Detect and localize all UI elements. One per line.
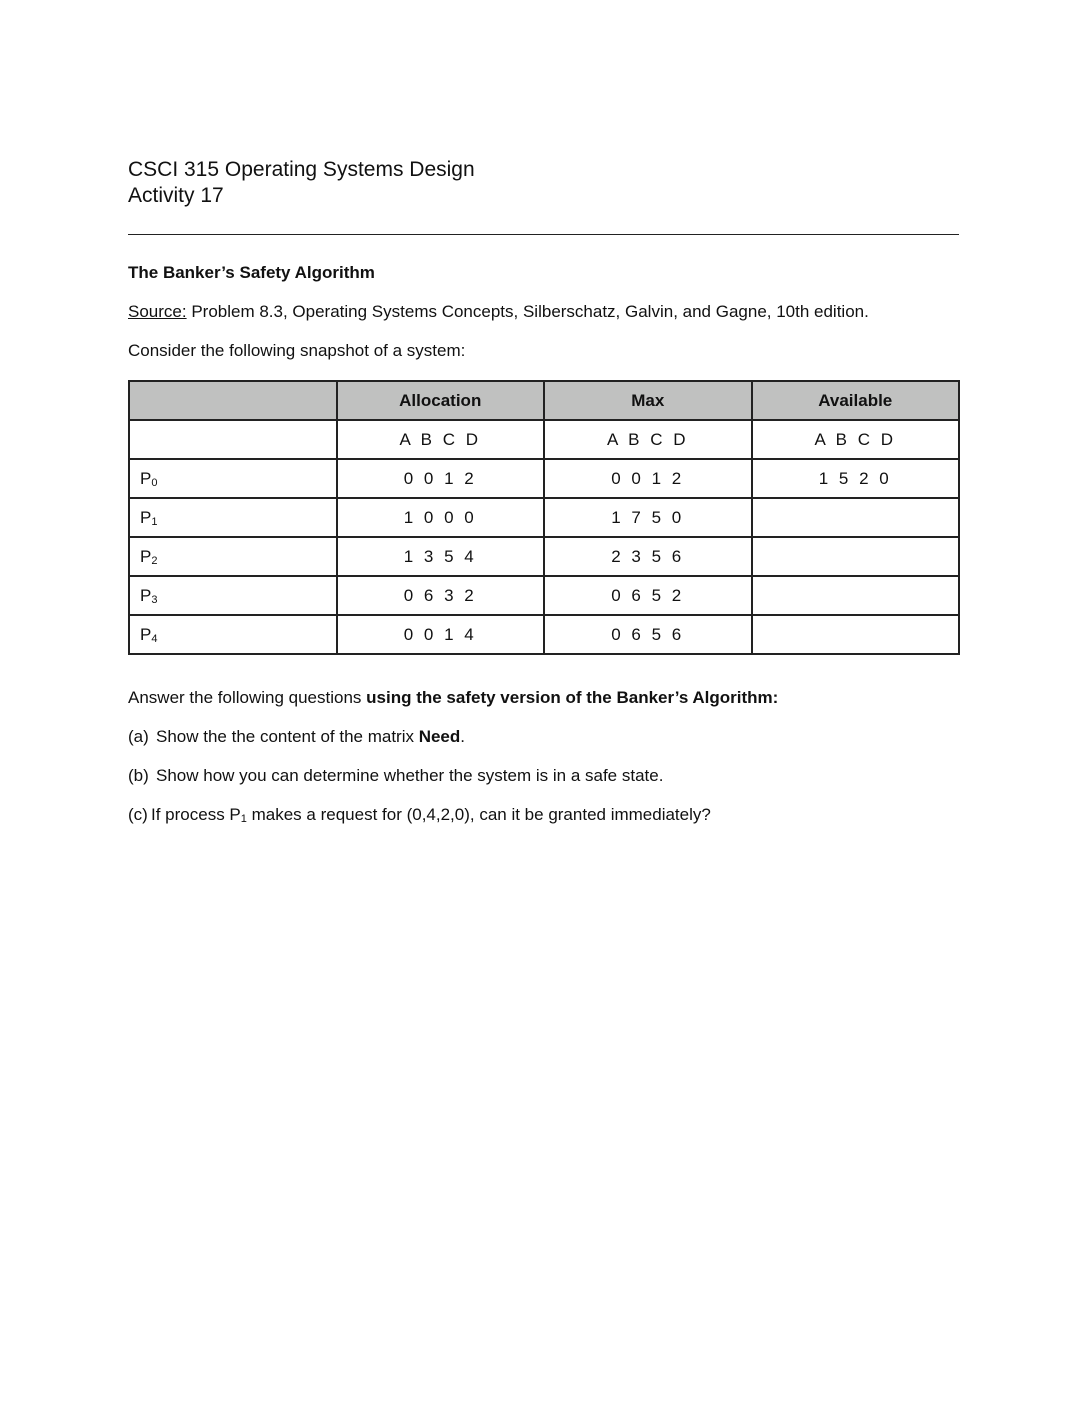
available-cell [752, 615, 960, 654]
document-page [128, 157, 960, 825]
available-cell [752, 576, 960, 615]
table-row [129, 576, 959, 615]
process-cell: $P_2$ [129, 537, 337, 576]
question-b: (b) Show how you can determine whether the system is in a safe state. [128, 766, 664, 785]
header-cell-allocation: Allocation [337, 381, 545, 420]
available-cell: 1 5 2 0 [752, 459, 960, 498]
header-cell-available: Available [752, 381, 960, 420]
resource-cell: A B C D [544, 420, 752, 459]
max-cell: 2 3 5 6 [544, 537, 752, 576]
divider-line [128, 234, 959, 235]
process-cell: $P_4$ [129, 615, 337, 654]
resource-row [129, 420, 959, 459]
snapshot-table [128, 380, 960, 655]
process-cell: $P_3$ [129, 576, 337, 615]
max-cell: 1 7 5 0 [544, 498, 752, 537]
table-header-row [129, 381, 959, 420]
max-cell: 0 6 5 2 [544, 576, 752, 615]
header-cell-empty [129, 381, 337, 420]
process-cell: $P_0$ [129, 459, 337, 498]
question-a: (a) Show the the content of the matrix Need. [128, 727, 466, 746]
table-row [129, 459, 959, 498]
intro-text: Consider the following snapshot of a system: [128, 341, 466, 360]
max-cell: 0 0 1 2 [544, 459, 752, 498]
allocation-cell: 0 6 3 2 [337, 576, 545, 615]
table-row [129, 537, 959, 576]
available-cell [752, 537, 960, 576]
questions-lead: Answer the following questions using the safety version of the Banker’s Algorithm: [128, 688, 779, 707]
resource-cell [129, 420, 337, 459]
allocation-cell: 0 0 1 2 [337, 459, 545, 498]
resource-cell: A B C D [752, 420, 960, 459]
source-label: Source: [128, 302, 187, 321]
questions-block [128, 688, 960, 848]
available-cell [752, 498, 960, 537]
question-c: (c) If process $P_1$ makes a request for (0,4,2,0), can it be granted immediately? [128, 805, 711, 825]
table-row [129, 498, 959, 537]
allocation-cell: 1 0 0 0 [337, 498, 545, 537]
max-cell: 0 6 5 6 [544, 615, 752, 654]
process-cell: $P_1$ [129, 498, 337, 537]
allocation-cell: 1 3 5 4 [337, 537, 545, 576]
section-title: The Banker’s Safety Algorithm [128, 263, 375, 282]
resource-cell: A B C D [337, 420, 545, 459]
allocation-cell: 0 0 1 4 [337, 615, 545, 654]
source-line [128, 302, 869, 322]
source-text: Problem 8.3, Operating Systems Concepts, Silberschatz, Galvin, and Gagne, 10th edition. [186, 302, 869, 321]
header-cell-max: Max [544, 381, 752, 420]
activity-title: Activity 17 [128, 184, 224, 207]
table-row [129, 615, 959, 654]
course-title: CSCI 315 Operating Systems Design [128, 158, 475, 181]
